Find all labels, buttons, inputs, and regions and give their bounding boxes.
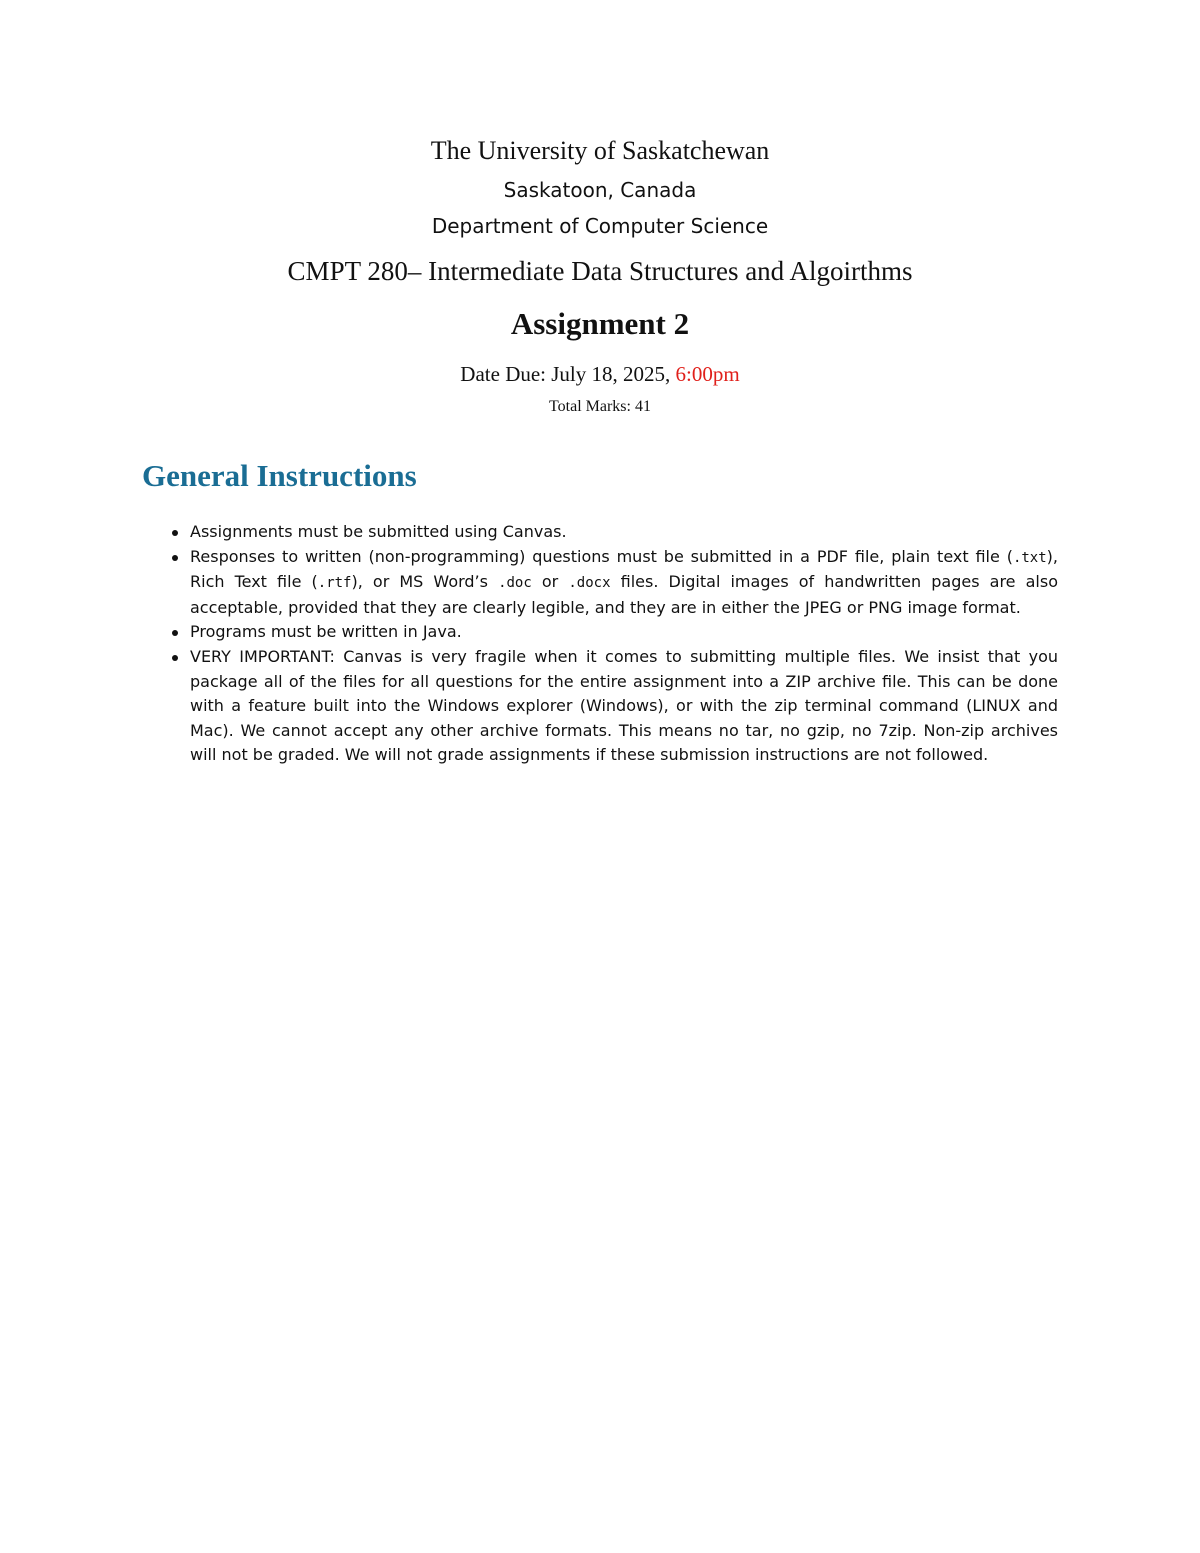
bullet-icon [172, 630, 178, 636]
list-item [190, 545, 1058, 621]
bullet-icon [172, 655, 178, 661]
total-marks-value: 41 [634, 398, 651, 415]
instruction-text: ), Rich Text file ( [190, 546, 1058, 592]
bullet-icon [172, 555, 178, 561]
due-time: 6:00pm [675, 362, 740, 386]
file-extension-rtf: .rtf [317, 575, 352, 592]
instruction-text: VERY IMPORTANT: Canvas is very fragile when it comes to submitting multiple files. We insist that you package all of the files for all questions for the entire assignment into a ZIP archive file. This can be done with a feature built into the Windows explorer (Windows), or with the zip terminal command (LINUX and Mac). We cannot accept any other archive formats. This means no tar, no gzip, no 7zip. Non-zip archives will not be graded. We will not grade assignments if these submission instructions are not followed. [190, 646, 1058, 765]
due-date [0, 362, 1200, 387]
instruction-text: Programs must be written in Java. [190, 622, 462, 642]
file-extension-docx: .docx [568, 575, 611, 592]
instruction-text: Assignments must be submitted using Canvas. [190, 522, 567, 541]
instruction-text: Responses to written (non-programming) questions must be submitted in a PDF file, plain text file ( [190, 546, 1013, 566]
assignment-title: Assignment 2 [510, 306, 690, 341]
instruction-text: or [531, 572, 569, 592]
file-extension-doc: .doc [498, 575, 532, 592]
list-item [190, 520, 1058, 545]
list-item [190, 645, 1058, 768]
total-marks [0, 398, 1200, 416]
section-heading-general-instructions: General Instructions [142, 458, 417, 493]
instruction-text: ), or MS Word’s [351, 572, 499, 592]
bullet-icon [172, 530, 178, 536]
total-marks-label: Total Marks: [549, 398, 631, 415]
list-item [190, 620, 1058, 645]
file-extension-txt: .txt [1012, 549, 1047, 566]
course-title: CMPT 280– Intermediate Data Structures and Algoirthms [287, 256, 913, 286]
instruction-text: files. Digital images of handwritten pages are also acceptable, provided that they are clearly legible, and they are in either the JPEG or PNG image format. [190, 572, 1058, 617]
university-city: Saskatoon, Canada [503, 178, 697, 202]
department-name: Department of Computer Science [431, 214, 769, 238]
due-date-label: Date Due: July 18, 2025, [460, 362, 671, 386]
instructions-list [190, 520, 1058, 768]
university-name: The University of Saskatchewan [430, 136, 770, 165]
